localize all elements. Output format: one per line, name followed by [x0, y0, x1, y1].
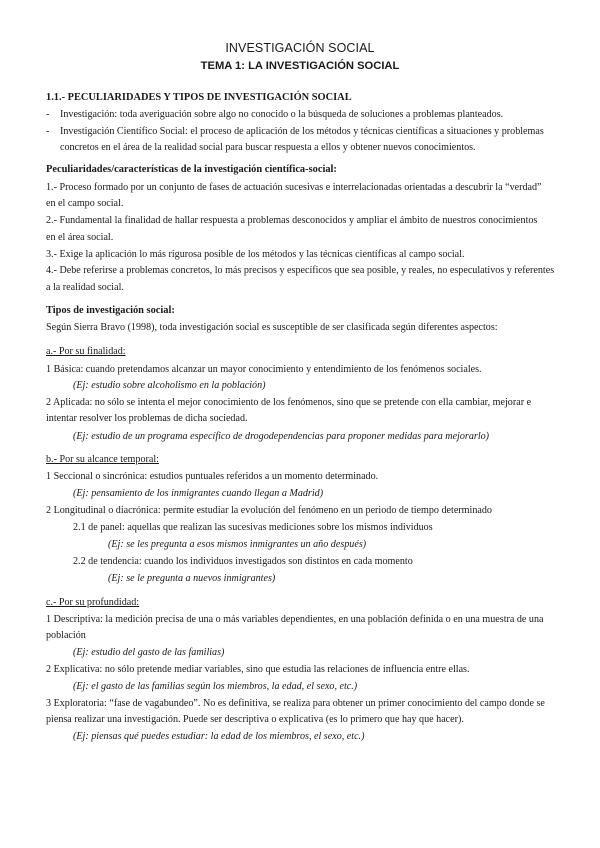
list-dash: -: [46, 126, 50, 137]
example-line: (Ej: piensas qué puedes estudiar: la edad de los miembros, el sexo, etc.): [73, 731, 365, 742]
document-title: INVESTIGACIÓN SOCIAL: [225, 41, 375, 55]
example-line: (Ej: se les pregunta a esos mismos inmigrantes un año después): [108, 539, 367, 550]
subsection-label: b.- Por su alcance temporal:: [46, 454, 159, 465]
example-line: (Ej: estudio sobre alcoholismo en la población): [73, 380, 266, 391]
section-heading: 1.1.- PECULIARIDADES Y TIPOS DE INVESTIGACIÓN SOCIAL: [46, 92, 352, 103]
paragraph-line: 1 Seccional o sincrónica: estudios puntuales referidos a un momento determinado.: [46, 471, 379, 482]
paragraph-line: población: [46, 630, 86, 641]
paragraph-line: 1.- Proceso formado por un conjunto de fases de actuación sucesivas e interrelacionadas orientadas a descubrir la “verdad”: [46, 182, 542, 193]
paragraph-line: 4.- Debe referirse a problemas concretos, lo más precisos y específicos que sea posible, y reales, no especulativos y referentes: [46, 265, 555, 276]
paragraph-line: 2 Explicativa: no sólo pretende mediar variables, sino que estudia las relaciones de influencia entre ellas.: [46, 664, 470, 675]
paragraph-line: en el campo social.: [46, 198, 124, 209]
paragraph-line: 3 Exploratoria: “fase de vagabundeo”. No es definitiva, se realiza para obtener un primer conocimiento del campo donde se: [46, 698, 545, 709]
paragraph-line: piensa realizar una investigación. Puede ser descriptiva o explicativa (es lo primero que hay que hacer).: [46, 714, 464, 725]
peculiarities-heading: Peculiaridades/características de la investigación científica-social:: [46, 164, 337, 175]
paragraph-line: 1 Descriptiva: la medición precisa de una o más variables dependientes, en una población definida o en una muestra de una: [46, 614, 544, 625]
types-heading: Tipos de investigación social:: [46, 305, 175, 316]
paragraph-line: 2.2 de tendencia: cuando los individuos investigados son distintos en cada momento: [73, 556, 413, 567]
subsection-label: c.- Por su profundidad:: [46, 597, 140, 608]
paragraph-line: 2 Aplicada: no sólo se intenta el mejor conocimiento de los fenómenos, sino que se pretende con ella cambiar, mejorar e: [46, 397, 532, 408]
example-line: (Ej: pensamiento de los inmigrantes cuando llegan a Madrid): [73, 488, 324, 499]
paragraph-line: 3.- Exige la aplicación lo más rigurosa posible de los métodos y las técnicas científicas al campo social.: [46, 249, 465, 260]
types-intro: Según Sierra Bravo (1998), toda investigación social es susceptible de ser clasificada según diferentes aspectos:: [46, 322, 498, 333]
paragraph-line: 2 Longitudinal o diacrónica: permite estudiar la evolución del fenómeno en un periodo de tiempo determinado: [46, 505, 492, 516]
subsection-label: a.- Por su finalidad:: [46, 346, 126, 357]
paragraph-line: intentar resolver los problemas de dicha sociedad.: [46, 413, 248, 424]
example-line: (Ej: estudio del gasto de las familias): [73, 647, 225, 658]
definition-line: concretos en el área de la realidad social para buscar respuesta a ellos y obtener nuevos conocimientos.: [60, 142, 476, 153]
definition-line: Investigación Científico Social: el proceso de aplicación de los métodos y técnicas científicas a situaciones y problemas: [60, 126, 544, 137]
paragraph-line: 2.- Fundamental la finalidad de hallar respuesta a problemas desconocidos y ampliar el ámbito de nuestros conocimientos: [46, 215, 538, 226]
definition-line: Investigación: toda averiguación sobre algo no conocido o la búsqueda de soluciones a problemas planteados.: [60, 109, 504, 120]
example-line: (Ej: estudio de un programa específico de drogodependencias para proponer medidas para mejorarlo): [73, 431, 490, 442]
paragraph-line: en el área social.: [46, 232, 114, 243]
paragraph-line: a la realidad social.: [46, 282, 124, 293]
list-dash: -: [46, 109, 50, 120]
document-subtitle: TEMA 1: LA INVESTIGACIÓN SOCIAL: [200, 60, 400, 72]
example-line: (Ej: el gasto de las familias según los miembros, la edad, el sexo, etc.): [73, 681, 358, 692]
example-line: (Ej: se le pregunta a nuevos inmigrantes): [108, 573, 276, 584]
paragraph-line: 1 Básica: cuando pretendamos alcanzar un mayor conocimiento y entendimiento de los fenómenos sociales.: [46, 364, 482, 375]
paragraph-line: 2.1 de panel: aquellas que realizan las sucesivas mediciones sobre los mismos individuos: [73, 522, 433, 533]
